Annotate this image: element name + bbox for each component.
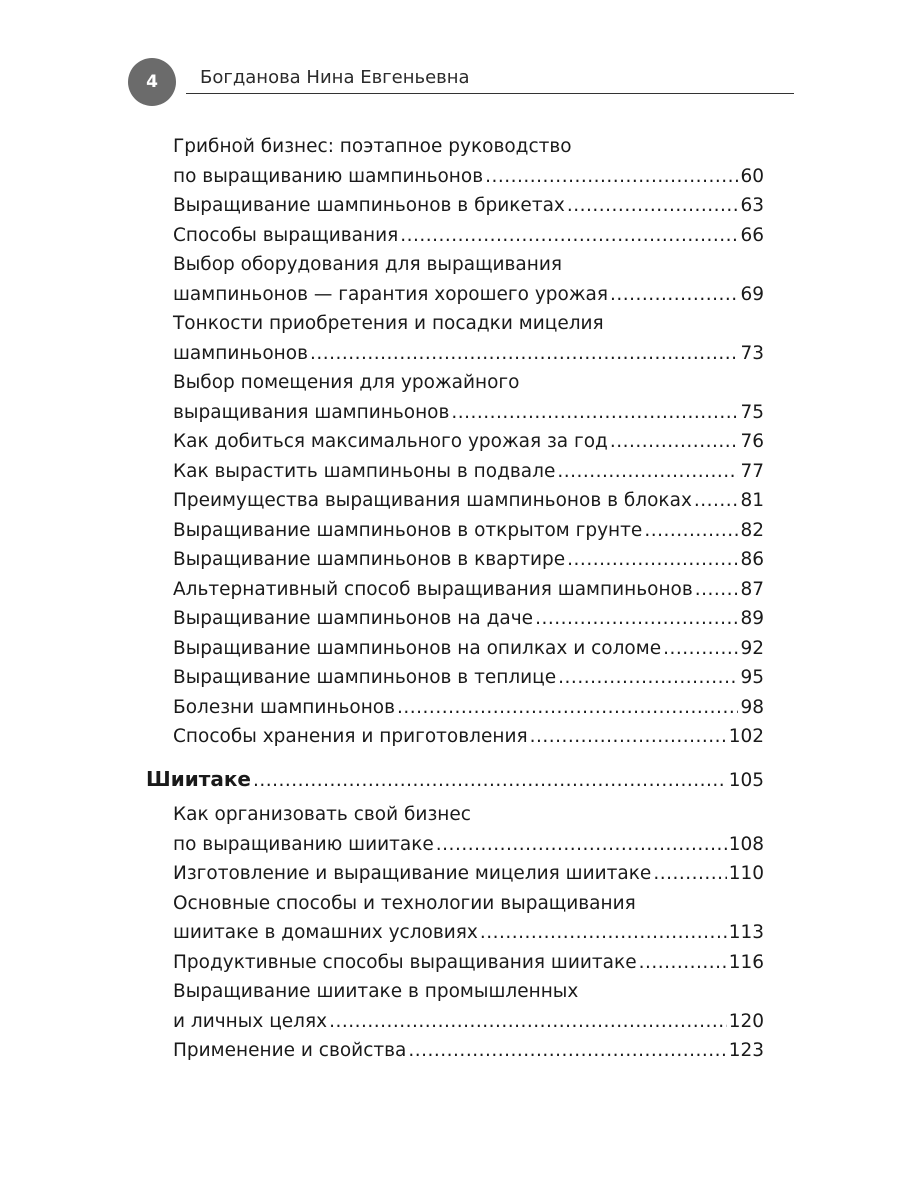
toc-page-number: 105 [728, 769, 764, 791]
dot-leader [397, 693, 738, 723]
toc-entry-row [173, 486, 764, 516]
dot-leader [329, 1007, 727, 1037]
toc-entry-row [173, 191, 764, 221]
toc-entry-title: Выращивание шампиньонов на опилках и соломе [173, 637, 662, 659]
dot-leader [535, 604, 738, 634]
toc-entry-title: шиитаке в домашних условиях [173, 922, 478, 943]
dot-leader [663, 634, 738, 664]
toc-entry-row [173, 693, 764, 723]
toc-entry-title: Альтернативный способ выращивания шампиньонов [173, 578, 693, 600]
toc-entry-title: Выращивание шампиньонов в открытом грунте [173, 519, 643, 541]
dot-leader [567, 191, 739, 221]
toc-entry-title: шампиньонов [173, 342, 308, 364]
toc-page-number: 75 [740, 401, 764, 423]
toc-entry [146, 1036, 764, 1066]
toc-page-number: 63 [740, 195, 764, 216]
dot-leader [253, 766, 727, 796]
toc-entry-title-line: Выбор помещения для урожайного [173, 372, 520, 393]
toc-entry-row [173, 918, 764, 948]
toc-entry-row [173, 634, 764, 664]
toc-entry-title-line: Основные способы и технологии выращивания [173, 892, 636, 914]
toc-entry [146, 800, 764, 859]
toc-entry-title: Шиитаке [146, 766, 251, 791]
toc-entry-title-line: Выбор оборудования для выращивания [173, 254, 563, 275]
toc-entry-title: Способы выращивания [173, 224, 399, 246]
toc-entry-row [173, 516, 764, 546]
toc-page-number: 73 [740, 342, 764, 364]
dot-leader [610, 427, 739, 457]
toc-entry-title: Продуктивные способы выращивания шиитаке [173, 951, 637, 973]
toc-page-number: 77 [740, 460, 764, 482]
toc-page-number: 60 [740, 165, 764, 187]
dot-leader [644, 516, 738, 546]
toc-page-number: 76 [740, 431, 764, 452]
dot-leader [436, 830, 727, 860]
toc-entry [146, 722, 764, 752]
toc-entry-title: шампиньонов — гарантия хорошего урожая [173, 283, 608, 305]
toc-entry [146, 693, 764, 723]
toc-entry [146, 368, 764, 427]
dot-leader [400, 221, 738, 251]
toc-page-number: 120 [728, 1010, 764, 1032]
toc-page-number: 95 [740, 667, 764, 688]
dot-leader [310, 339, 738, 369]
toc-entry-title-line: Тонкости приобретения и посадки мицелия [173, 313, 604, 334]
toc-entry-row [173, 1007, 764, 1037]
table-of-contents [146, 132, 764, 1066]
toc-entry-row [173, 830, 764, 860]
dot-leader [408, 1036, 726, 1066]
toc-entry-row [173, 162, 764, 192]
running-header [128, 58, 794, 106]
toc-entry-row [173, 545, 764, 575]
dot-leader [480, 918, 727, 948]
toc-entry-title: Как добиться максимального урожая за год [173, 431, 608, 452]
toc-entry-row [173, 221, 764, 251]
toc-page-number: 87 [740, 578, 764, 600]
toc-entry [146, 663, 764, 693]
toc-section [146, 765, 764, 796]
toc-entry-row [173, 398, 764, 428]
toc-entry-title: Преимущества выращивания шампиньонов в блоках [173, 490, 692, 511]
toc-entry-title: Как вырастить шампиньоны в подвале [173, 460, 556, 482]
dot-leader [567, 545, 738, 575]
toc-entry-row [173, 948, 764, 978]
page-number-badge: 4 [128, 58, 176, 106]
toc-entry-title: Болезни шампиньонов [173, 696, 396, 718]
toc-page-number: 81 [740, 490, 764, 511]
toc-entry-row [173, 604, 764, 634]
toc-entry-title: по выращиванию шампиньонов [173, 165, 484, 187]
toc-entry-row [173, 1036, 764, 1066]
toc-entry [146, 545, 764, 575]
toc-entry-title: выращивания шампиньонов [173, 401, 450, 423]
toc-page-number: 123 [728, 1040, 764, 1061]
toc-entry-title: Выращивание шампиньонов в квартире [173, 549, 566, 570]
dot-leader [694, 486, 739, 516]
dot-leader [557, 457, 738, 487]
toc-page-number: 98 [740, 696, 764, 718]
toc-entry-row [173, 722, 764, 752]
toc-entry [146, 427, 764, 457]
toc-page-number: 102 [728, 726, 764, 747]
toc-entry [146, 221, 764, 251]
dot-leader [610, 280, 738, 310]
toc-entry [146, 575, 764, 605]
dot-leader [485, 162, 738, 192]
toc-entry [146, 486, 764, 516]
toc-page-number: 82 [740, 519, 764, 541]
dot-leader [558, 663, 738, 693]
toc-page-number: 86 [740, 549, 764, 570]
toc-entry [146, 948, 764, 978]
dot-leader [639, 948, 727, 978]
toc-entry [146, 859, 764, 889]
toc-entry-title: и личных целях [173, 1010, 328, 1032]
toc-entry-row [173, 575, 764, 605]
toc-entry-title: Изготовление и выращивание мицелия шиитаке [173, 863, 652, 884]
toc-page-number: 66 [740, 224, 764, 246]
toc-entry-title-line: Как организовать свой бизнес [173, 804, 471, 825]
header-author: Богданова Нина Евгеньевна [200, 67, 470, 88]
toc-entry [146, 634, 764, 664]
dot-leader [451, 398, 738, 428]
toc-entry-title: Выращивание шампиньонов на даче [173, 608, 534, 629]
dot-leader [530, 722, 727, 752]
toc-entry-title: Выращивание шампиньонов в теплице [173, 667, 557, 688]
toc-entry [146, 977, 764, 1036]
toc-entry [146, 516, 764, 546]
toc-entry [146, 604, 764, 634]
toc-entry-row [173, 339, 764, 369]
toc-entry-title: Способы хранения и приготовления [173, 726, 528, 747]
toc-entry-title-line: Грибной бизнес: поэтапное руководство [173, 136, 572, 157]
toc-entry [146, 889, 764, 948]
toc-entry-row [173, 280, 764, 310]
header-rule [186, 93, 794, 94]
toc-entry [146, 457, 764, 487]
toc-entry-title: Выращивание шампиньонов в брикетах [173, 195, 565, 216]
toc-page-number: 113 [728, 922, 764, 943]
toc-entry-title: Применение и свойства [173, 1040, 407, 1061]
toc-entry-title-line: Выращивание шиитаке в промышленных [173, 981, 579, 1002]
toc-page-number: 108 [728, 833, 764, 855]
toc-page-number: 110 [728, 863, 764, 884]
toc-entry-row [146, 765, 764, 796]
toc-page-number: 69 [740, 283, 764, 305]
toc-entry-title: по выращиванию шиитаке [173, 833, 434, 855]
toc-entry [146, 250, 764, 309]
toc-entry-row [173, 859, 764, 889]
toc-entry-row [173, 427, 764, 457]
toc-entry [146, 309, 764, 368]
toc-entry [146, 191, 764, 221]
toc-page-number: 89 [740, 608, 764, 629]
toc-entry-row [173, 457, 764, 487]
dot-leader [695, 575, 739, 605]
toc-entry [146, 132, 764, 191]
toc-page-number: 116 [728, 951, 764, 973]
dot-leader [653, 859, 726, 889]
toc-page-number: 92 [740, 637, 764, 659]
toc-entry-row [173, 663, 764, 693]
